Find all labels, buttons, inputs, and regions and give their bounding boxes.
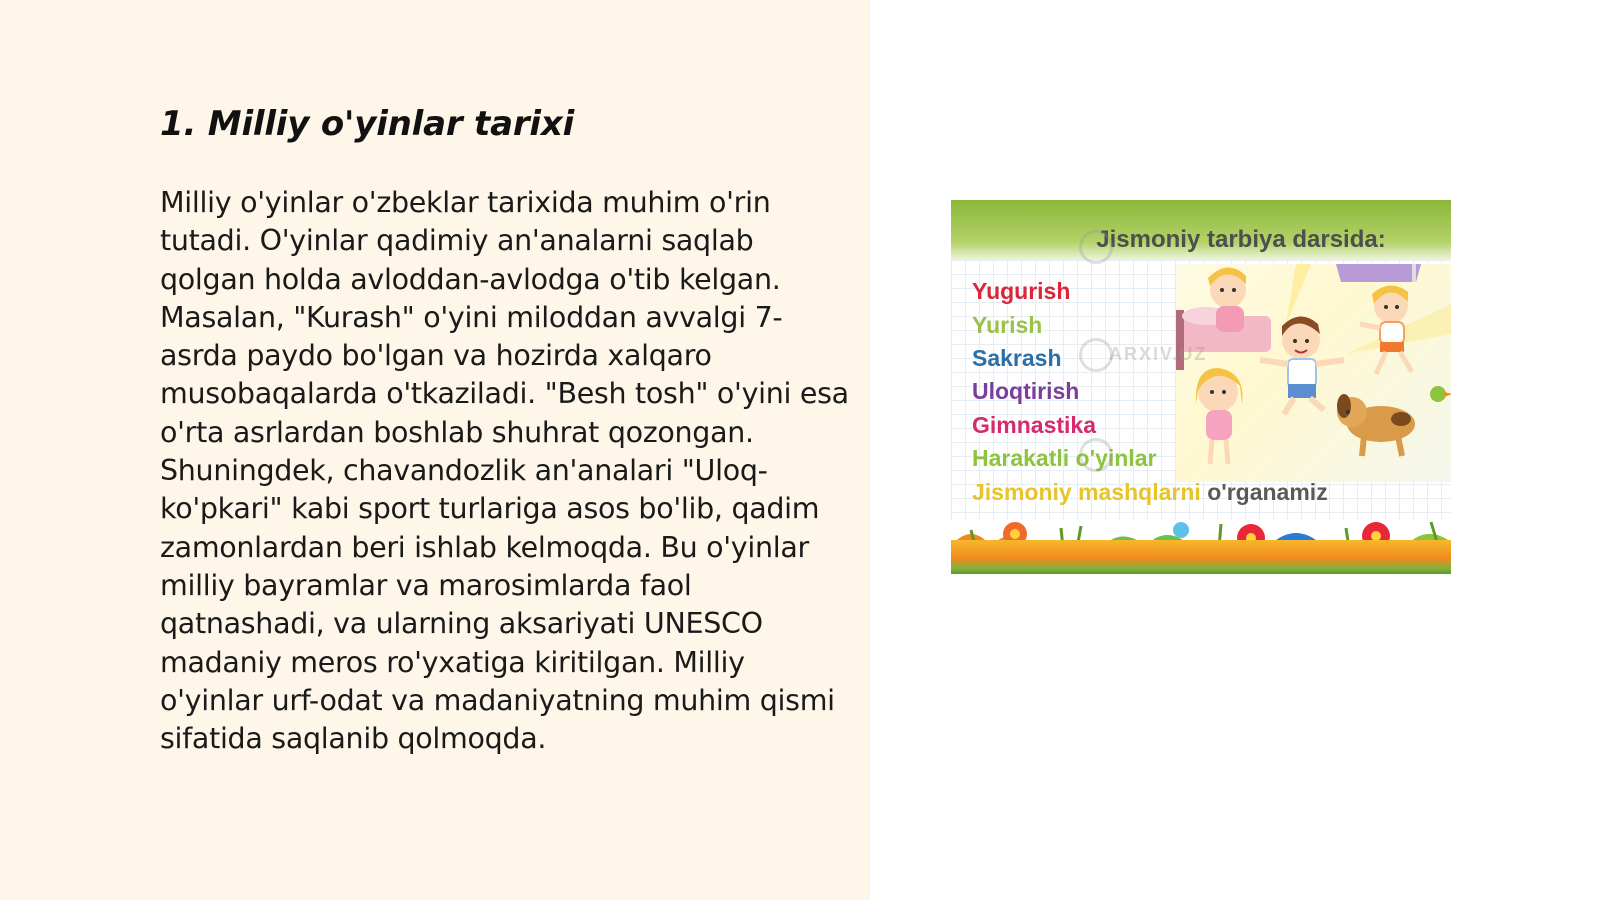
activity-label: Yugurish [972, 278, 1071, 304]
activity-jismoniy-mashqlar [972, 479, 1328, 506]
activity-harakatli-oyinlar [972, 445, 1156, 472]
activity-yurish [972, 312, 1042, 339]
activity-sakrash [972, 345, 1062, 372]
illustration-bottom-strip [951, 540, 1451, 574]
illustration-heading: Jismoniy tarbiya darsida: [1096, 226, 1386, 253]
activity-label: Jismoniy mashqlarni [972, 479, 1201, 505]
physical-education-illustration [951, 200, 1451, 574]
activity-label: Uloqtirish [972, 378, 1080, 404]
children-cartoon-scene [1176, 264, 1451, 482]
activity-label: Sakrash [972, 345, 1062, 371]
watermark-logo-icon [1079, 230, 1113, 264]
slide-body-text: Milliy o'yinlar o'zbeklar tarixida muhim o'rin tutadi. O'yinlar qadimiy an'analarni saqlab qolgan holda avloddan-avlodga o'tib kelgan. Masalan, "Kurash" o'yini miloddan avvalgi 7-asrda paydo bo'lgan va hozirda xalqaro musobaqalarda o'tkaziladi. "Besh tosh" o'yini esa o'rta asrlardan boshlab shuhrat qozongan. Shuningdek, chavandozlik an'analari "Uloq-ko'pkari" kabi sport turlariga asos bo'lib, qadim zamonlardan beri ishlab kelmoqda. Bu o'yinlar milliy bayramlar va marosimlarda faol qatnashadi, va ularning aksariyati UNESCO madaniy meros ro'yxatiga kiritilgan. Milliy o'yinlar urf-odat va madaniyatning muhim qismi sifatida saqlanib qolmoqda. [160, 186, 849, 756]
activity-gimnastika [972, 412, 1096, 439]
activity-uloqtirish [972, 378, 1079, 405]
slide-title: 1. Milliy o'yinlar tarixi [160, 104, 575, 144]
activity-suffix: o'rganamiz [1200, 479, 1328, 505]
watermark-logo-icon [1079, 438, 1113, 472]
activity-label: Harakatli o'yinlar [972, 445, 1157, 471]
activity-yugurish [972, 278, 1070, 305]
watermark-text: ARXIV.UZ [1109, 344, 1208, 364]
activity-label: Yurish [972, 312, 1043, 338]
activity-label: Gimnastika [972, 412, 1096, 438]
children-playing-picture [1176, 264, 1451, 482]
watermark-logo-icon [1079, 338, 1113, 372]
